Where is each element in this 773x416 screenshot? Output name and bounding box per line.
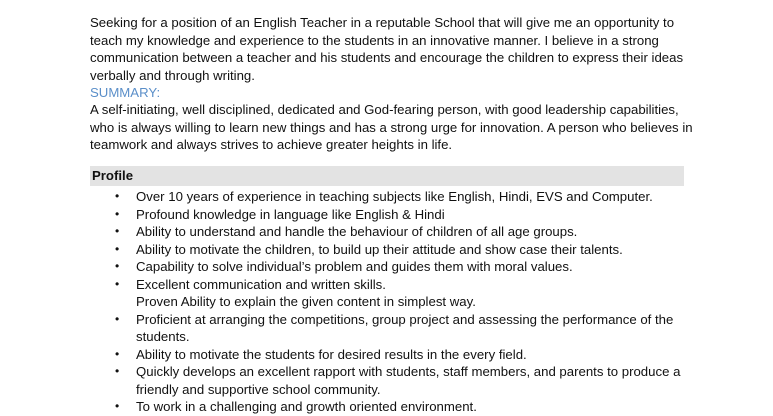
list-item-text: Ability to motivate the students for desired results in the every field. <box>136 346 527 362</box>
list-item-text: Quickly develops an excellent rapport with students, staff members, and parents to produce a friendly and supportive school community. <box>136 364 681 397</box>
list-item <box>90 206 690 224</box>
list-item <box>90 188 690 206</box>
bullet-icon: • <box>115 206 120 221</box>
bullet-icon: • <box>115 276 120 291</box>
bullet-icon: • <box>115 399 120 413</box>
bullet-icon: • <box>115 224 120 238</box>
bullet-icon: • <box>115 241 120 256</box>
list-item-text: Over 10 years of experience in teaching subjects like English, Hindi, EVS and Computer. <box>136 189 653 204</box>
list-item <box>90 311 690 346</box>
list-item-text: Profound knowledge in language like English & Hindi <box>136 206 445 222</box>
list-item-text: Capability to solve individual’s problem and guides them with moral values. <box>136 259 573 274</box>
summary-heading: SUMMARY: <box>90 85 161 100</box>
list-item-extra-text: Proven Ability to explain the given content in simplest way. <box>136 294 476 309</box>
list-item <box>90 276 690 311</box>
list-item <box>90 223 690 241</box>
list-item <box>90 258 690 276</box>
list-item-text: To work in a challenging and growth oriented environment. <box>136 399 477 414</box>
bullet-icon: • <box>115 259 120 273</box>
list-item-text: Excellent communication and written skills. <box>136 276 386 292</box>
profile-list <box>90 188 690 416</box>
profile-heading: Profile <box>92 168 134 183</box>
list-item <box>90 346 690 364</box>
list-item-text: Ability to understand and handle the behaviour of children of all age groups. <box>136 224 578 239</box>
bullet-icon: • <box>115 364 120 378</box>
profile-section-header <box>90 166 684 186</box>
list-item <box>90 363 690 398</box>
summary-paragraph: A self-initiating, well disciplined, dedicated and God-fearing person, with good leadership capabilities, who is always willing to learn new things and has a strong urge for innovation. A person who believes in teamwork and always strives to achieve greater heights in life. <box>90 102 693 152</box>
bullet-icon: • <box>115 346 120 361</box>
list-item-text: Proficient at arranging the competitions, group project and assessing the performance of the students. <box>136 311 674 344</box>
bullet-icon: • <box>115 189 120 203</box>
bullet-icon: • <box>115 311 120 326</box>
list-item <box>90 398 690 416</box>
list-item-text: Ability to motivate the children, to build up their attitude and show case their talents. <box>136 241 623 257</box>
list-item <box>90 241 690 259</box>
objective-paragraph: Seeking for a position of an English Teacher in a reputable School that will give me an opportunity to teach my knowledge and experience to the students in an innovative manner. I believe in a strong communication between a teacher and his students and encourage the children to express their ideas verbally and through writing. <box>90 15 684 83</box>
